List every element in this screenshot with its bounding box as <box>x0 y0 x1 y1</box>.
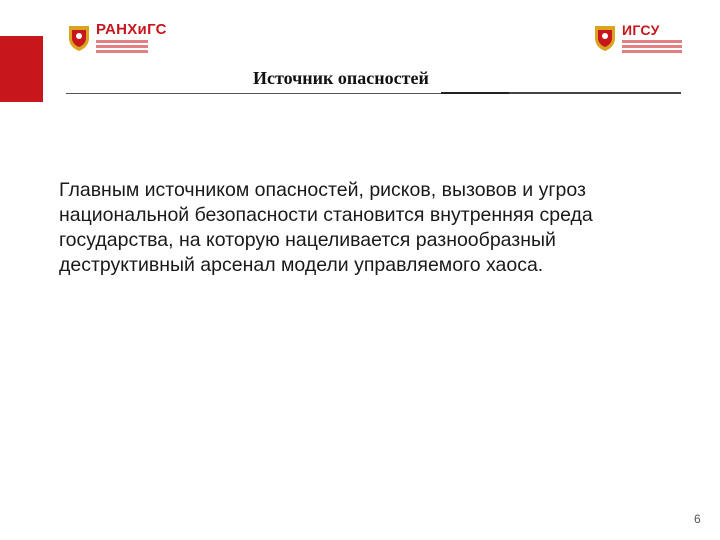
logo-subtitle-lines <box>96 40 148 43</box>
logo-name-left: РАНХиГС <box>96 20 167 38</box>
title-divider <box>66 93 441 94</box>
eagle-emblem-icon <box>66 22 92 52</box>
ranepa-logo <box>66 20 167 54</box>
logo-subtitle-lines <box>622 40 682 43</box>
page-number: 6 <box>694 512 701 526</box>
title-divider <box>509 92 681 94</box>
igsu-logo <box>592 20 682 54</box>
slide-title: Источник опасностей <box>253 68 429 88</box>
eagle-emblem-icon <box>592 22 618 52</box>
logo-subtitle-lines <box>96 45 148 48</box>
logo-subtitle-lines <box>622 45 682 48</box>
title-divider-accent <box>441 92 509 94</box>
logo-subtitle-lines <box>96 50 148 53</box>
slide-body-text: Главным источником опасностей, рисков, вызовов и угроз национальной безопасности становится внутренняя среда государства, на которую нацеливается разнообразный деструктивный арсенал модели управляемого хаоса. <box>59 179 593 276</box>
logo-subtitle-lines <box>622 50 682 53</box>
logo-name-right: ИГСУ <box>622 21 660 38</box>
accent-bar <box>0 36 43 102</box>
